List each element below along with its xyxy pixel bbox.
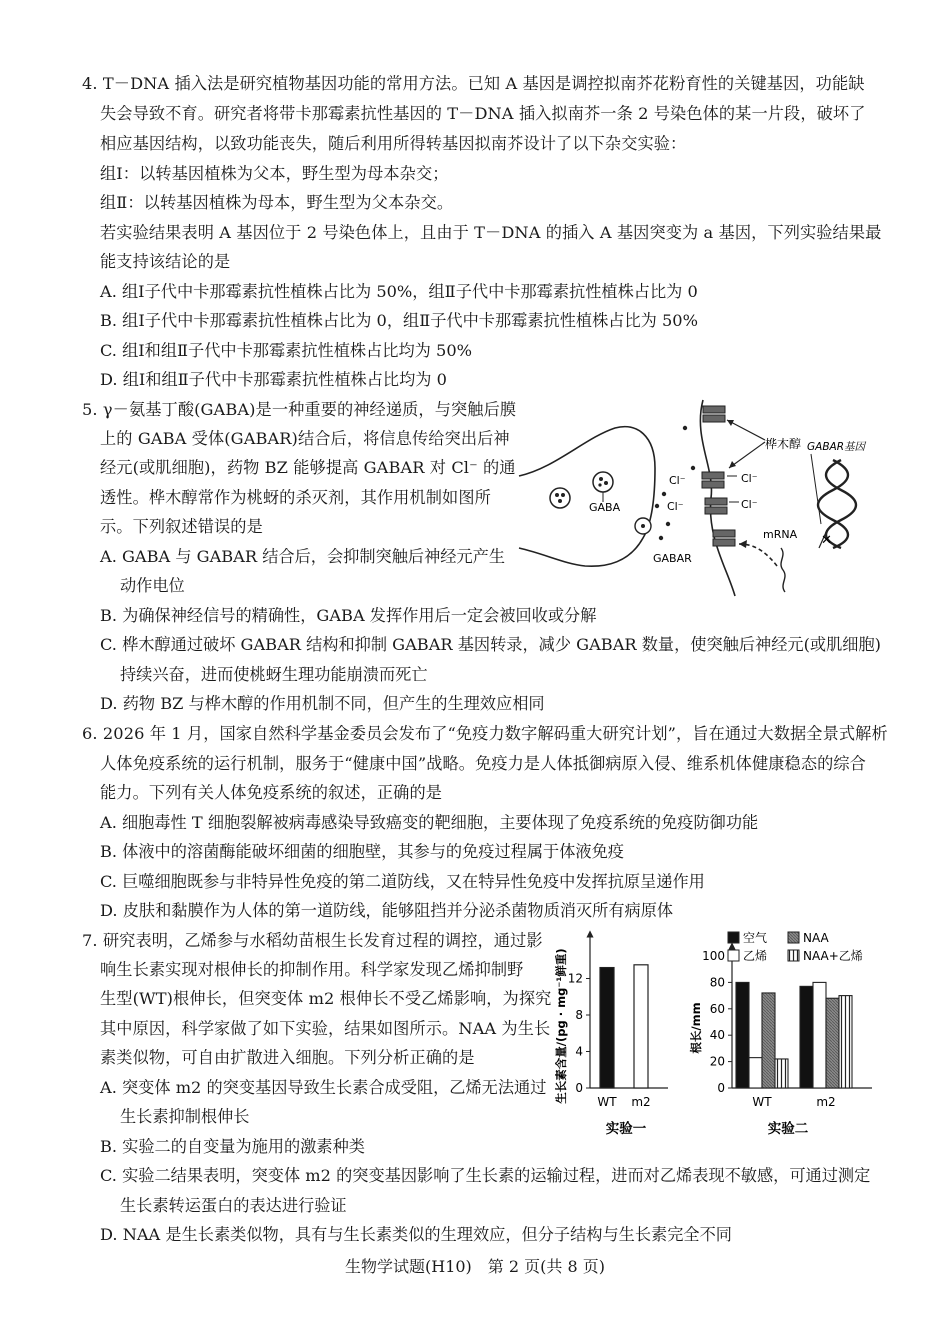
bar-m2 <box>634 965 648 1088</box>
legend-swatch <box>728 950 739 961</box>
experiment-1-chart <box>548 928 674 1138</box>
experiment-1-x-ticks <box>597 1095 650 1109</box>
bar-m2-series-0 <box>800 986 813 1088</box>
vesicle-icon <box>550 488 570 508</box>
x-tick-label: m2 <box>631 1095 651 1109</box>
legend-swatch <box>728 932 739 943</box>
q4-line-2: 失会导致不育。研究者将带卡那霉素抗性基因的 T－DNA 插入拟南芥一条 2 号染色体的某一片段，破坏了 <box>100 104 866 123</box>
bar-wt-series-2 <box>762 993 775 1088</box>
mrna-strand-icon <box>781 548 785 592</box>
q4-line-7: 能支持该结论的是 <box>100 252 231 271</box>
x-tick-label: WT <box>597 1095 617 1109</box>
legend-swatch <box>788 932 799 943</box>
synapse-diagram <box>515 398 875 598</box>
q6-line-2: 人体免疫系统的运行机制，服务于“健康中国”战略。免疫力是人体抵御病原入侵、维系机体健康稳态的综合 <box>100 754 866 773</box>
experiment-2-chart <box>688 928 878 1138</box>
q6-option-a: A. 细胞毒性 T 细胞裂解被病毒感染导致癌变的靶细胞，主要体现了免疫系统的免疫防御功能 <box>100 813 759 832</box>
bar-wt <box>600 968 614 1088</box>
q4-line-6: 若实验结果表明 A 基因位于 2 号染色体上，且由于 T－DNA 的插入 A 基因突变为 a 基因，下列实验结果最 <box>100 223 882 242</box>
q5-line-5: 示。下列叙述错误的是 <box>100 517 263 536</box>
experiment-1-bars <box>600 965 648 1088</box>
q7-option-b: B. 实验二的自变量为施用的激素种类 <box>100 1137 365 1156</box>
experiment-1-ylabel: 生长素含量/(pg · mg⁻¹鲜重) <box>554 948 568 1104</box>
q6-option-c: C. 巨噬细胞既参与非特异性免疫的第二道防线，又在特异性免疫中发挥抗原呈递作用 <box>100 872 705 891</box>
y-tick-label: 0 <box>717 1081 725 1095</box>
legend-label: 乙烯 <box>743 949 768 963</box>
y-tick-label: 80 <box>709 975 725 990</box>
q7-option-c-cont: 生长素转运蛋白的表达进行验证 <box>120 1196 347 1215</box>
q5-option-c: C. 桦木醇通过破坏 GABAR 结构和抑制 GABAR 基因转录，减少 GABAR 数量，使突触后神经元(或肌细胞) <box>100 635 881 654</box>
q6-option-b: B. 体液中的溶菌酶能破坏细菌的细胞壁，其参与的免疫过程属于体液免疫 <box>100 842 624 861</box>
experiment-2-ylabel: 根长/mm <box>689 1002 703 1054</box>
experiment-2-y-ticks <box>702 949 732 1095</box>
q4-line-5: 组Ⅱ：以转基因植株为母本，野生型为父本杂交。 <box>100 193 454 212</box>
q5-option-c-cont: 持续兴奋，进而使桃蚜生理功能崩溃而死亡 <box>120 665 428 684</box>
y-tick-label: 60 <box>709 1001 725 1016</box>
q6-line-1: 6. 2026 年 1 月，国家自然科学基金委员会发布了“免疫力数字解码重大研究计划”，旨在通过大数据全景式解析 <box>82 724 888 743</box>
y-tick-label: 0 <box>575 1081 583 1095</box>
y-tick-label: 100 <box>702 949 725 963</box>
gaba-label: GABA <box>589 501 621 514</box>
q4-option-d: D. 组Ⅰ和组Ⅱ子代中卡那霉素抗性植株占比均为 0 <box>100 370 447 389</box>
y-tick-label: 40 <box>709 1028 725 1043</box>
q4-option-b: B. 组Ⅰ子代中卡那霉素抗性植株占比为 0，组Ⅱ子代中卡那霉素抗性植株占比为 50% <box>100 311 698 330</box>
gabar-gene-label: GABAR基因 <box>807 441 866 453</box>
q7-option-c: C. 实验二结果表明，突变体 m2 的突变基因影响了生长素的运输过程，进而对乙烯表现不敏感，可通过测定 <box>100 1166 871 1185</box>
experiment-1-title: 实验一 <box>605 1121 647 1137</box>
q7-line-5: 素类似物，可自由扩散进入细胞。下列分析正确的是 <box>100 1048 475 1067</box>
bar-wt-series-0 <box>736 982 749 1088</box>
cl-ion-label-4: Cl⁻ <box>741 498 758 511</box>
q7-line-4: 其中原因，科学家做了如下实验，结果如图所示。NAA 为生长 <box>100 1019 551 1038</box>
q5-option-d: D. 药物 BZ 与桦木醇的作用机制不同，但产生的生理效应相同 <box>100 694 545 713</box>
q7-option-d: D. NAA 是生长素类似物，具有与生长素类似的生理效应，但分子结构与生长素完全不同 <box>100 1225 732 1244</box>
x-tick-label: m2 <box>816 1095 836 1109</box>
q7-line-3: 生型(WT)根伸长，但突变体 m2 根伸长不受乙烯影响，为探究 <box>100 989 552 1008</box>
bar-m2-series-1 <box>813 982 826 1088</box>
q6-option-d: D. 皮肤和黏膜作为人体的第一道防线，能够阻挡并分泌杀菌物质消灭所有病原体 <box>100 901 674 920</box>
experiment-1-y-ticks <box>568 972 590 1096</box>
q4-option-c: C. 组Ⅰ和组Ⅱ子代中卡那霉素抗性植株占比均为 50% <box>100 341 472 360</box>
q4-option-a: A. 组Ⅰ子代中卡那霉素抗性植株占比为 50%，组Ⅱ子代中卡那霉素抗性植株占比为 0 <box>100 282 698 301</box>
q5-line-1: 5. γ－氨基丁酸(GABA)是一种重要的神经递质，与突触后膜 <box>82 400 517 419</box>
bar-m2-series-3 <box>839 996 852 1088</box>
q5-line-2: 上的 GABA 受体(GABAR)结合后，将信息传给突出后神 <box>100 429 510 448</box>
legend-label: NAA <box>803 931 829 945</box>
betulin-label: 桦木醇 <box>765 437 802 451</box>
q4-line-3: 相应基因结构，以致功能丧失，随后利用所得转基因拟南芥设计了以下杂交实验： <box>100 134 687 153</box>
y-tick-label: 12 <box>567 971 583 986</box>
q7-option-a-cont: 生长素抑制根伸长 <box>120 1107 250 1126</box>
q4-line-1: 4. T－DNA 插入法是研究植物基因功能的常用方法。已知 A 基因是调控拟南芥花粉育性的关键基因，功能缺 <box>82 74 865 93</box>
q5-option-a-cont: 动作电位 <box>120 576 185 595</box>
legend-label: 空气 <box>743 931 768 945</box>
cl-ion-label-1: Cl⁻ <box>669 474 686 487</box>
cl-ion-label-3: Cl⁻ <box>741 472 758 485</box>
q6-line-3: 能力。下列有关人体免疫系统的叙述，正确的是 <box>100 783 443 802</box>
experiment-2-title: 实验二 <box>767 1121 809 1137</box>
experiment-2-legend <box>728 930 863 963</box>
experiment-2-bars <box>736 982 852 1088</box>
q5-option-a: A. GABA 与 GABAR 结合后，会抑制突触后神经元产生 <box>100 547 506 566</box>
mrna-label: mRNA <box>763 528 798 541</box>
y-tick-label: 20 <box>709 1054 725 1069</box>
bar-wt-series-1 <box>749 1058 762 1088</box>
q7-line-2: 响生长素实现对根伸长的抑制作用。科学家发现乙烯抑制野 <box>100 960 524 979</box>
page-footer: 生物学试题(H10) 第 2 页(共 8 页) <box>345 1257 605 1276</box>
legend-swatch <box>788 950 799 961</box>
y-tick-label: 8 <box>575 1008 583 1022</box>
q5-line-4: 透性。桦木醇常作为桃蚜的杀灭剂，其作用机制如图所 <box>100 488 491 507</box>
experiment-2-x-ticks <box>752 1095 835 1109</box>
gabar-label: GABAR <box>653 552 692 565</box>
x-tick-label: WT <box>752 1095 772 1109</box>
bar-wt-series-3 <box>775 1059 788 1088</box>
q5-option-b: B. 为确保神经信号的精确性，GABA 发挥作用后一定会被回收或分解 <box>100 606 597 625</box>
y-tick-label: 4 <box>575 1044 583 1059</box>
q5-line-3: 经元(或肌细胞)，药物 BZ 能够提高 GABAR 对 Cl⁻ 的通 <box>100 458 516 477</box>
vesicle-gaba-icon <box>593 472 613 492</box>
q7-option-a: A. 突变体 m2 的突变基因导致生长素合成受阻，乙烯无法通过 <box>100 1078 547 1097</box>
block-mark-icon: ✕ <box>821 533 832 548</box>
q7-line-1: 7. 研究表明，乙烯参与水稻幼苗根生长发育过程的调控，通过影 <box>82 931 543 950</box>
q4-line-4: 组Ⅰ：以转基因植株为父本，野生型为母本杂交； <box>100 164 449 183</box>
cl-ion-label-2: Cl⁻ <box>667 500 684 513</box>
legend-label: NAA+乙烯 <box>803 949 863 963</box>
bar-m2-series-2 <box>826 998 839 1088</box>
